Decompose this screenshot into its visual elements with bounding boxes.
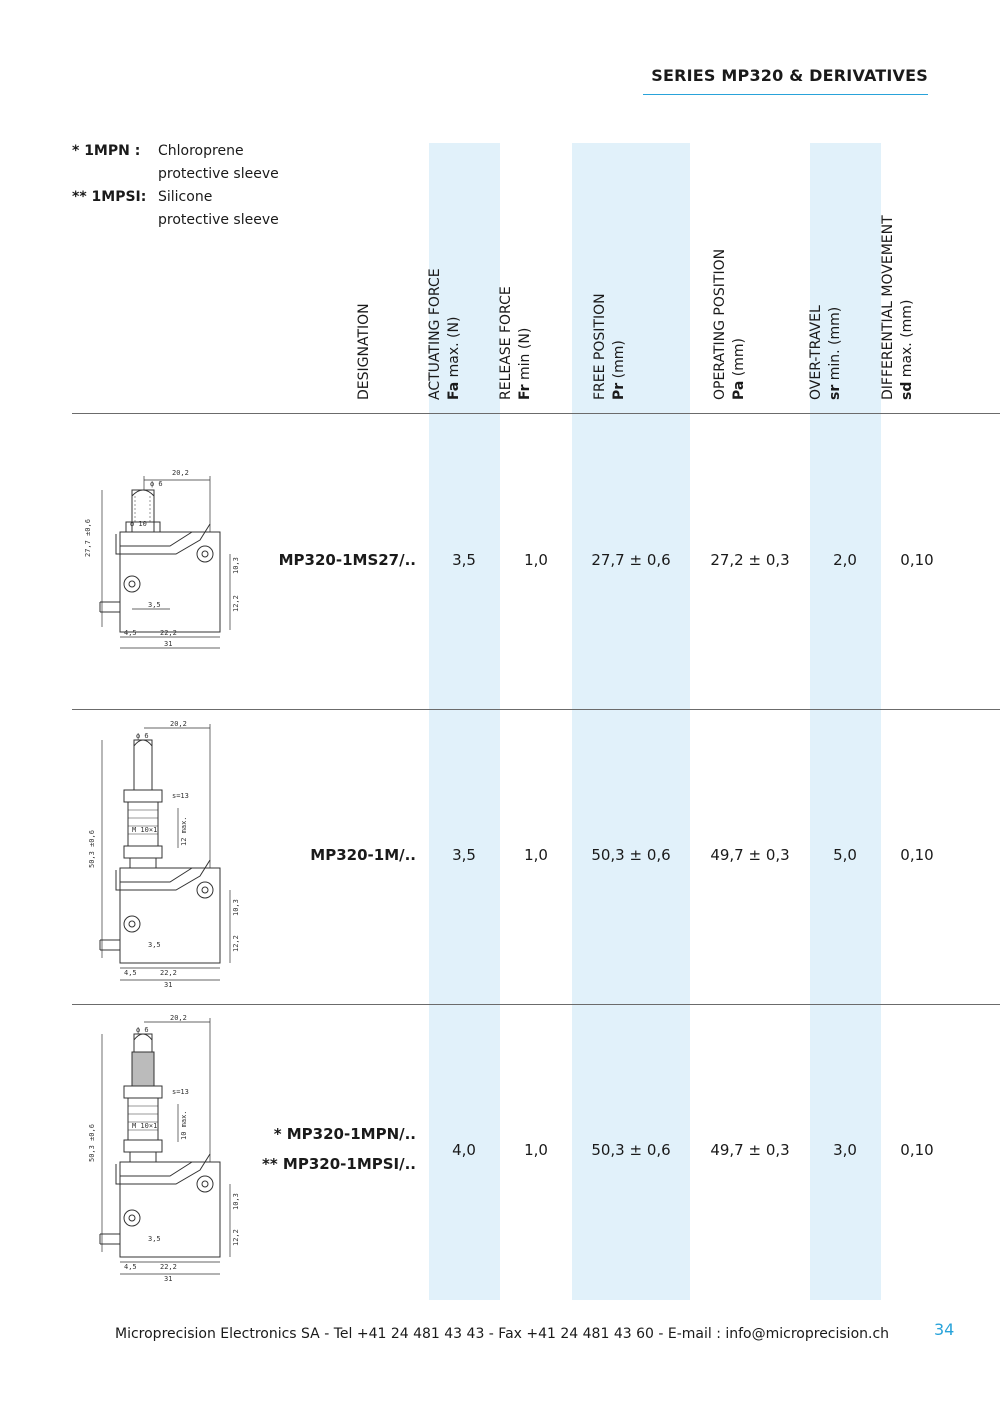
- cell-fa: 4,0: [452, 1141, 476, 1159]
- cell-sr: 2,0: [833, 551, 857, 569]
- dim-b2: 22,2: [160, 969, 177, 977]
- dim-h1: 10,3: [232, 557, 240, 574]
- cell-sr: 3,0: [833, 1141, 857, 1159]
- dim-h2: 12,2: [232, 935, 240, 952]
- dim-b2: 22,2: [160, 629, 177, 637]
- designation-mp320-1mpn-1mpsi: * MP320-1MPN/.. ** MP320-1MPSI/..: [262, 1125, 416, 1173]
- cell-fa: 3,5: [452, 551, 476, 569]
- cell-sd: 0,10: [900, 551, 934, 569]
- dim-top: 20,2: [170, 1014, 187, 1022]
- dim-height: 27,7 ±0,6: [84, 519, 92, 557]
- footer-contact: Microprecision Electronics SA - Tel +41 24 481 43 43 - Fax +41 24 481 43 60 - E-mail : info@microprecision.ch: [115, 1326, 890, 1342]
- dim-max: 10 max.: [180, 1110, 188, 1140]
- column-band-free-position: [572, 143, 690, 1300]
- page-number: 34: [934, 1320, 955, 1339]
- table-rule: [72, 413, 1000, 414]
- dim-h2: 12,2: [232, 595, 240, 612]
- dim-b1: 4,5: [124, 969, 137, 977]
- cell-pr: 50,3 ± 0,6: [591, 846, 671, 864]
- cell-fr: 1,0: [524, 551, 548, 569]
- dim-diameter: ϕ 6: [150, 480, 163, 488]
- note-silicone: [72, 186, 308, 209]
- dim-h1: 10,3: [232, 1193, 240, 1210]
- dim-thread: M 10×1: [132, 826, 158, 834]
- note-key: * 1MPN :: [72, 143, 141, 159]
- dim-diameter: ϕ 6: [136, 732, 149, 740]
- dim-total: 31: [164, 640, 173, 648]
- drawing-mp320-1mpn: [80, 1012, 250, 1287]
- dim-hole: 3,5: [148, 941, 161, 949]
- header-over-travel: OVER-TRAVEL sr min. (mm): [808, 305, 843, 400]
- cell-pr: 27,7 ± 0,6: [591, 551, 671, 569]
- header-designation: DESIGNATION: [356, 303, 372, 400]
- drawing-mp320-1ms27: [80, 462, 250, 662]
- table-rule: [72, 709, 1000, 710]
- dim-total: 31: [164, 981, 173, 989]
- dim-h1: 10,3: [232, 899, 240, 916]
- note-text: protective sleeve: [158, 212, 279, 228]
- dim-spanner: s=13: [172, 792, 189, 800]
- note-text: Silicone: [158, 189, 213, 205]
- cell-sd: 0,10: [900, 1141, 934, 1159]
- dim-hole: 3,5: [148, 1235, 161, 1243]
- dim-diameter-collar: ϕ 10: [130, 520, 147, 528]
- header-actuating-force: ACTUATING FORCE Fa max. (N): [427, 268, 462, 400]
- header-release-force: RELEASE FORCE Fr min (N): [498, 286, 533, 400]
- dim-max: 12 max.: [180, 816, 188, 846]
- cell-pa: 27,2 ± 0,3: [710, 551, 790, 569]
- note-key: ** 1MPSI:: [72, 189, 147, 205]
- cell-pr: 50,3 ± 0,6: [591, 1141, 671, 1159]
- cell-sr: 5,0: [833, 846, 857, 864]
- note-chloroprene: [72, 140, 308, 163]
- note-text: Chloroprene: [158, 143, 244, 159]
- dim-b1: 4,5: [124, 1263, 137, 1271]
- cell-sd: 0,10: [900, 846, 934, 864]
- dim-spanner: s=13: [172, 1088, 189, 1096]
- cell-fr: 1,0: [524, 846, 548, 864]
- cell-fr: 1,0: [524, 1141, 548, 1159]
- dim-total: 31: [164, 1275, 173, 1283]
- page-title: SERIES MP320 & DERIVATIVES: [651, 66, 928, 85]
- drawing-mp320-1m: [80, 718, 250, 993]
- dim-b2: 22,2: [160, 1263, 177, 1271]
- footnotes-legend: [72, 140, 308, 232]
- header-operating-position: OPERATING POSITION Pa (mm): [712, 248, 747, 400]
- header-differential-movement: DIFFERENTIAL MOVEMENT sd max. (mm): [880, 215, 915, 400]
- designation-mp320-1ms27: MP320-1MS27/..: [278, 551, 416, 569]
- dim-h2: 12,2: [232, 1229, 240, 1246]
- dim-height: 50,3 ±0,6: [88, 830, 96, 868]
- dim-top: 20,2: [172, 469, 189, 477]
- dim-b1: 4,5: [124, 629, 137, 637]
- header-rule: [643, 94, 928, 95]
- header-free-position: FREE POSITION Pr (mm): [592, 293, 627, 400]
- cell-pa: 49,7 ± 0,3: [710, 1141, 790, 1159]
- designation-mp320-1m: MP320-1M/..: [310, 846, 416, 864]
- dim-diameter: ϕ 6: [136, 1026, 149, 1034]
- table-rule: [72, 1004, 1000, 1005]
- dim-height: 50,3 ±0,6: [88, 1124, 96, 1162]
- dim-thread: M 10×1: [132, 1122, 158, 1130]
- dim-hole: 3,5: [148, 601, 161, 609]
- cell-pa: 49,7 ± 0,3: [710, 846, 790, 864]
- cell-fa: 3,5: [452, 846, 476, 864]
- note-text: protective sleeve: [158, 166, 279, 182]
- dim-top: 20,2: [170, 720, 187, 728]
